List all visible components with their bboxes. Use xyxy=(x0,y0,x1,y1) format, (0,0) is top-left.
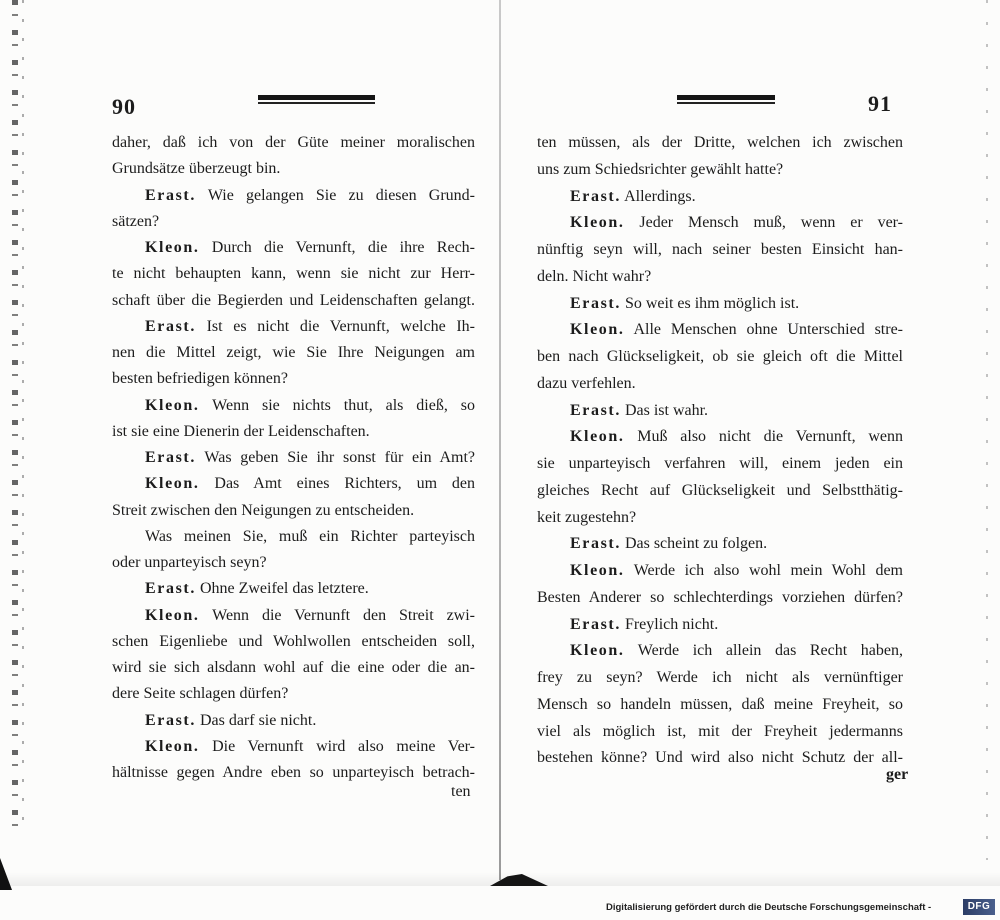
line-text: nünftig seyn will, nach seiner besten Einsicht han- xyxy=(537,241,903,258)
line-text: ben nach Glückseligkeit, ob sie gleich oft die Mittel xyxy=(537,348,903,365)
text-line xyxy=(112,576,475,602)
speaker-name: Kleon. xyxy=(570,214,625,232)
speaker-name: Erast. xyxy=(570,187,621,205)
text-line xyxy=(112,366,475,392)
text-line xyxy=(112,603,475,629)
line-text: Mensch so handeln müssen, daß meine Freyheit, so xyxy=(537,695,903,713)
text-line xyxy=(537,585,903,612)
text-line xyxy=(112,629,475,655)
speaker-name: Erast. xyxy=(570,615,621,633)
text-line xyxy=(537,157,903,184)
header-rule xyxy=(258,95,375,104)
speaker-name: Kleon. xyxy=(145,396,200,414)
line-text: Werde ich also wohl mein Wohl dem xyxy=(633,562,904,579)
line-text: Wenn sie nichts thut, als dieß, so xyxy=(212,396,475,414)
text-line xyxy=(537,237,903,264)
line-text: Was meinen Sie, muß ein Richter parteyisch xyxy=(145,527,475,545)
line-text: daher, daß ich von der Güte meiner moralischen xyxy=(112,134,475,151)
line-text: Wenn die Vernunft den Streit zwi- xyxy=(212,606,476,624)
line-text: Allerdings. xyxy=(624,187,696,205)
line-text: Werde ich allein das Recht haben, xyxy=(637,642,903,660)
speaker-name: Kleon. xyxy=(145,475,200,493)
text-line xyxy=(537,505,903,532)
line-text: schen Eigenliebe und Wohlwollen entscheiden soll, xyxy=(112,632,475,650)
text-line xyxy=(537,130,903,157)
speaker-name: Erast. xyxy=(145,449,196,466)
speaker-name: Erast. xyxy=(145,186,196,204)
text-line xyxy=(112,156,475,182)
dfg-logo: DFG xyxy=(963,899,995,915)
line-text: gleiches Recht auf Glückseligkeit und Selbstthätig- xyxy=(537,481,903,499)
speaker-name: Kleon. xyxy=(570,562,625,579)
text-line xyxy=(112,524,475,550)
line-text: Das Amt eines Richters, um den xyxy=(214,475,476,493)
line-text: frey zu seyn? Werde ich nicht als vernünftiger xyxy=(537,669,903,686)
text-line xyxy=(112,340,475,366)
line-text: Die Vernunft wird also meine Ver- xyxy=(212,737,476,755)
line-text: So weit es ihm möglich ist. xyxy=(624,294,800,312)
line-text: Muß also nicht die Vernunft, wenn xyxy=(637,428,904,446)
text-line xyxy=(112,471,475,497)
text-line xyxy=(537,184,903,211)
text-line xyxy=(537,291,903,318)
line-text: schaft über die Begierden und Leidenschaften gelangt. xyxy=(112,291,475,309)
footer-credit: Digitalisierung gefördert durch die Deutsche Forschungsgemeinschaft - xyxy=(606,902,932,913)
line-text: Ohne Zweifel das letztere. xyxy=(199,580,369,598)
line-text: nen die Mittel zeigt, wie Sie Ihre Neigungen am xyxy=(112,344,475,361)
line-text: te nicht behaupten kann, wenn sie nicht zur Herr- xyxy=(112,265,475,283)
line-text: deln. Nicht wahr? xyxy=(537,267,652,285)
text-line xyxy=(112,288,475,314)
line-text: ten müssen, als der Dritte, welchen ich zwischen xyxy=(537,134,903,151)
line-text: Ist es nicht die Vernunft, welche Ih- xyxy=(206,317,476,335)
speaker-name: Erast. xyxy=(570,535,621,553)
text-line xyxy=(537,210,903,237)
scan-edge-marks xyxy=(12,0,18,840)
text-line xyxy=(537,451,903,478)
catchword: ger xyxy=(886,766,909,783)
text-line xyxy=(112,419,475,445)
page-number: 90 xyxy=(112,94,136,119)
line-text: ist sie eine Dienerin der Leidenschaften. xyxy=(112,422,370,440)
text-line xyxy=(112,760,475,786)
line-text: dere Seite schlagen dürfen? xyxy=(112,685,289,703)
page-number: 91 xyxy=(868,91,892,116)
line-text: Wie gelangen Sie zu diesen Grund- xyxy=(207,186,475,204)
text-line xyxy=(112,655,475,681)
text-line xyxy=(112,261,475,287)
line-text: bestehen könne? Und wird also nicht Schutz der all- xyxy=(537,749,903,767)
text-line xyxy=(537,398,903,425)
text-line xyxy=(537,692,903,719)
line-text: Das ist wahr. xyxy=(624,401,709,419)
text-line xyxy=(112,314,475,340)
speaker-name: Kleon. xyxy=(570,642,625,660)
text-line xyxy=(112,681,475,707)
line-text: sätzen? xyxy=(112,212,160,230)
text-line xyxy=(112,550,475,576)
text-line xyxy=(112,393,475,419)
text-line xyxy=(537,665,903,692)
speaker-name: Erast. xyxy=(145,317,196,335)
catchword: ten xyxy=(451,783,471,800)
line-text: keit zugestehn? xyxy=(537,508,637,526)
left-page-text xyxy=(112,130,475,786)
text-line xyxy=(112,235,475,261)
text-line xyxy=(537,344,903,371)
text-line xyxy=(112,734,475,760)
speaker-name: Kleon. xyxy=(145,239,200,256)
speaker-name: Erast. xyxy=(570,401,621,419)
text-line xyxy=(537,612,903,639)
line-text: oder unparteyisch seyn? xyxy=(112,554,267,571)
line-text: Das scheint zu folgen. xyxy=(624,535,768,553)
line-text: Durch die Vernunft, die ihre Rech- xyxy=(211,239,475,256)
speaker-name: Erast. xyxy=(145,580,196,598)
line-text: Freylich nicht. xyxy=(624,615,719,633)
line-text: Alle Menschen ohne Unterschied stre- xyxy=(633,321,903,339)
line-text: wird sie sich alsdann wohl auf die eine oder die an- xyxy=(112,659,475,676)
line-text: viel als möglich ist, mit der Freyheit jedermanns xyxy=(537,722,903,740)
right-page-text xyxy=(537,130,903,772)
text-line xyxy=(112,183,475,209)
line-text: dazu verfehlen. xyxy=(537,374,636,392)
book-spine xyxy=(499,0,501,880)
line-text: hältnisse gegen Andre eben so unparteyisch betrach- xyxy=(112,764,475,781)
speaker-name: Kleon. xyxy=(570,321,625,339)
line-text: sie unparteyisch verfahren will, einem jeden ein xyxy=(537,455,903,472)
line-text: uns zum Schiedsrichter gewählt hatte? xyxy=(537,160,784,178)
line-text: Grundsätze überzeugt bin. xyxy=(112,160,281,178)
text-line xyxy=(537,478,903,505)
speaker-name: Erast. xyxy=(570,294,621,312)
scan-edge-marks xyxy=(22,0,24,830)
text-line xyxy=(537,264,903,291)
header-rule xyxy=(677,95,775,104)
text-line xyxy=(112,209,475,235)
speaker-name: Kleon. xyxy=(145,737,200,755)
text-line xyxy=(537,719,903,746)
line-text: Besten Anderer so schlechterdings vorziehen dürfen? xyxy=(537,588,903,606)
line-text: Was geben Sie ihr sonst für ein Amt? xyxy=(204,449,475,466)
text-line xyxy=(112,445,475,471)
text-line xyxy=(537,371,903,398)
text-line xyxy=(537,638,903,665)
text-line xyxy=(112,708,475,734)
text-line xyxy=(112,130,475,156)
text-line xyxy=(537,424,903,451)
text-line xyxy=(112,498,475,524)
text-line xyxy=(537,558,903,585)
text-line xyxy=(537,317,903,344)
line-text: Streit zwischen den Neigungen zu entscheiden. xyxy=(112,501,415,519)
text-line xyxy=(537,745,903,772)
line-text: Jeder Mensch muß, wenn er ver- xyxy=(639,214,903,232)
text-line xyxy=(537,531,903,558)
speaker-name: Erast. xyxy=(145,711,196,729)
line-text: besten befriedigen können? xyxy=(112,370,288,388)
line-text: Das darf sie nicht. xyxy=(199,711,317,729)
speaker-name: Kleon. xyxy=(570,428,625,446)
speaker-name: Kleon. xyxy=(145,606,200,624)
scan-edge-marks xyxy=(986,0,988,860)
